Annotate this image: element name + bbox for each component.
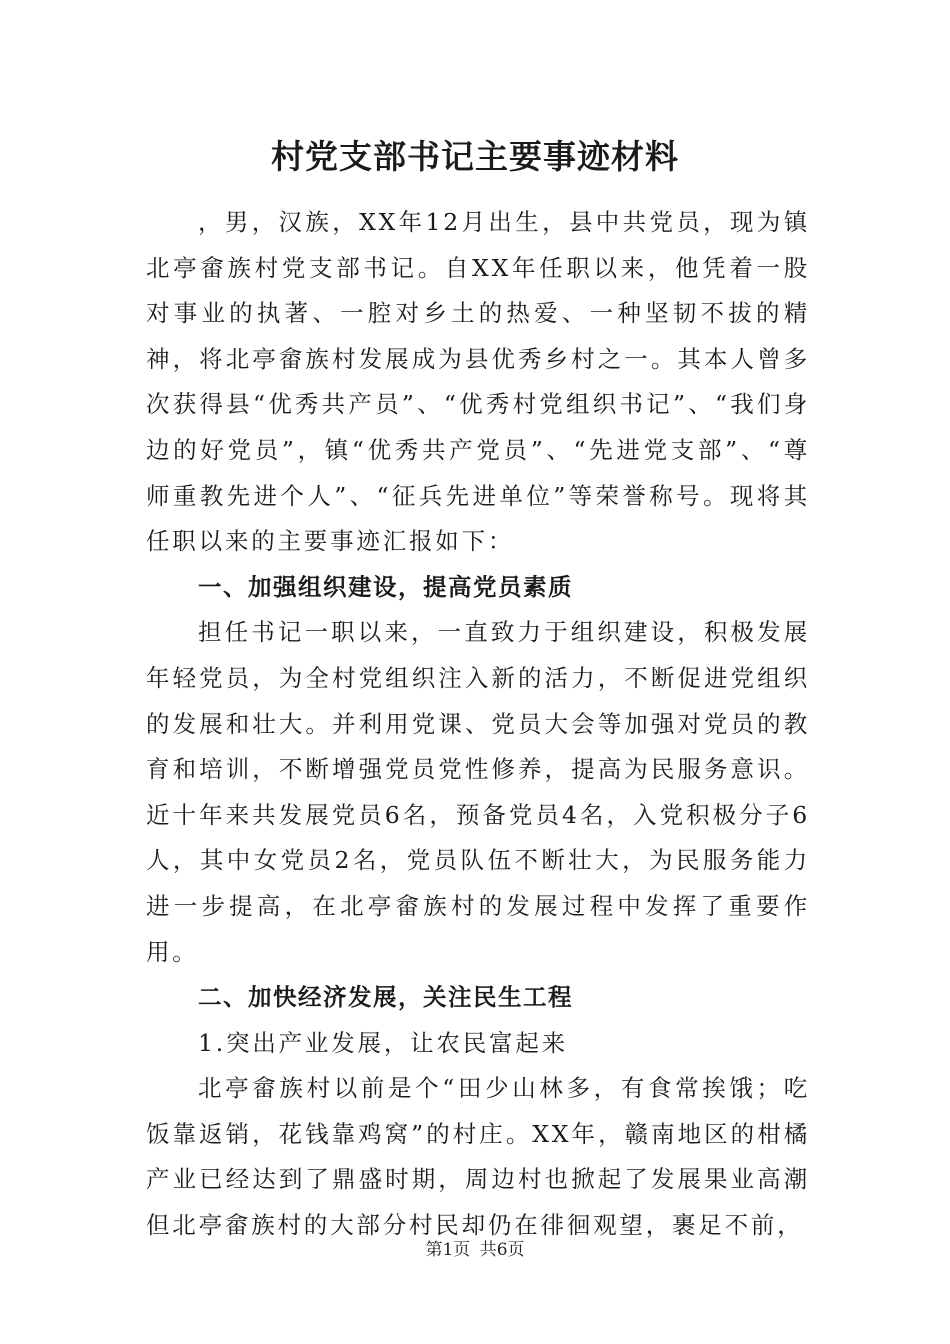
document-title: 村党支部书记主要事迹材料 [271,137,679,176]
page-total: 共6页 [479,1240,525,1260]
section-1-heading: 一、加强组织建设，提高党员素质 [198,572,573,601]
page-footer [0,1238,950,1262]
document-body [146,200,810,1249]
section-2-paragraph: 北亭畲族村以前是个“田少山林多，有食常挨饿；吃饭靠返销，花钱靠鸡窝”的村庄。XX年，赣南地区的柑橘产业已经达到了鼎盛时期，周边村也掀起了发展果业高潮但北亭畲族村的大部分村民却仍在徘徊观望，裹足不前， [146,1074,810,1240]
section-2-subheading: 1.突出产业发展，让农民富起来 [198,1028,568,1057]
intro-paragraph: ，男，汉族，XX年12月出生，县中共党员，现为镇北亭畲族村党支部书记。自XX年任职以来，他凭着一股对事业的执著、一腔对乡土的热爱、一种坚韧不拔的精神，将北亭畲族村发展成为县优秀乡村之一。其本人曾多次获得县“优秀共产员”、“优秀村党组织书记”、“我们身边的好党员”，镇“优秀共产党员”、“先进党支部”、“尊师重教先进个人”、“征兵先进单位”等荣誉称号。现将其任职以来的主要事迹汇报如下： [146,208,810,556]
section-2-heading: 二、加快经济发展，关注民生工程 [198,983,573,1012]
section-1-paragraph: 担任书记一职以来，一直致力于组织建设，积极发展年轻党员，为全村党组织注入新的活力，不断促进党组织的发展和壮大。并利用党课、党员大会等加强对党员的教育和培训，不断增强党员党性修养，提高为民服务意识。近十年来共发展党员6名，预备党员4名，入党积极分子6人，其中女党员2名，党员队伍不断壮大，为民服务能力进一步提高，在北亭畲族村的发展过程中发挥了重要作用。 [146,618,810,966]
page-number: 第1页 [425,1240,471,1260]
